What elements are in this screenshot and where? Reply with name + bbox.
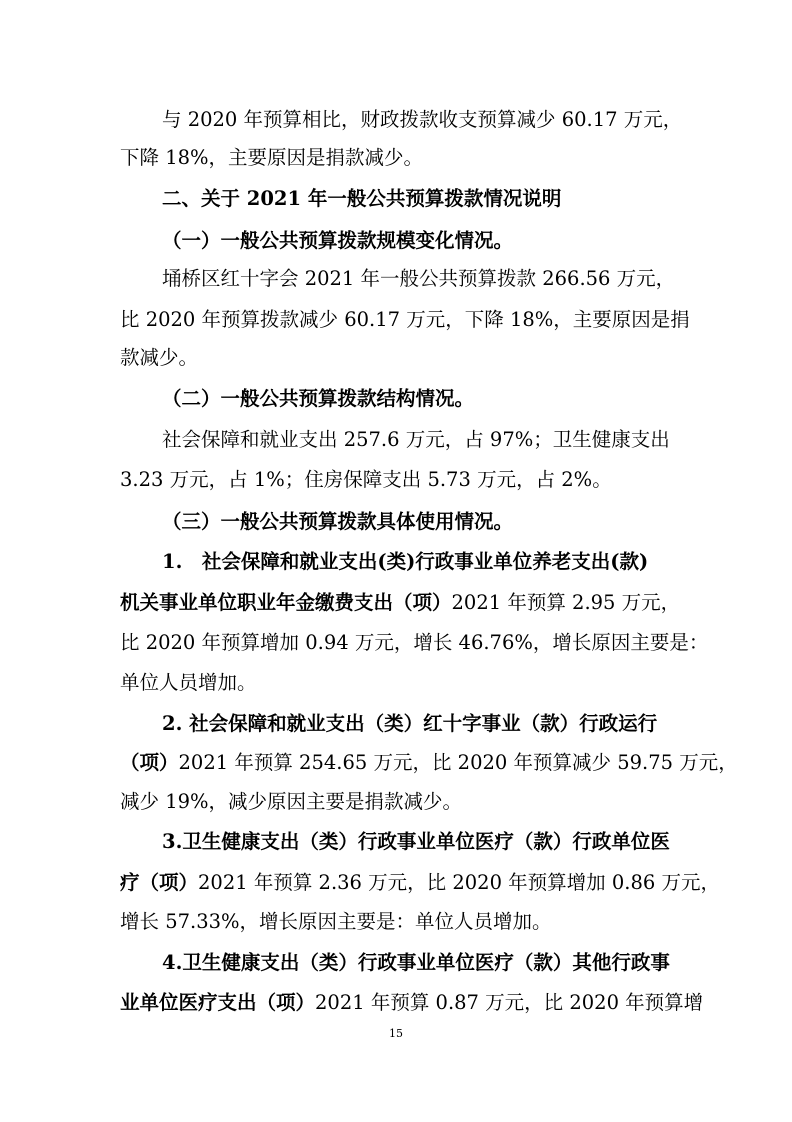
- paragraph-line: 与 2020 年预算相比，财政拨款收支预算减少 60.17 万元，: [162, 108, 683, 131]
- paragraph-line: 比 2020 年预算拨款减少 60.17 万元，下降 18%，主要原因是捐: [120, 308, 690, 331]
- item-category: （项）: [120, 751, 179, 774]
- item-line: 4.卫生健康支出（类）行政事业单位医疗（款）其他行政事: [162, 951, 670, 974]
- item-text: 2021 年预算 2.36 万元，比 2020 年预算增加 0.86 万元，: [198, 871, 720, 894]
- item-line: 减少 19%，减少原因主要是捐款减少。: [120, 790, 463, 813]
- section-heading: 二、关于 2021 年一般公共预算拨款情况说明: [162, 187, 562, 210]
- item-line: [120, 750, 738, 776]
- item-line: [120, 590, 680, 616]
- item-line: 1. 社会保障和就业支出(类)行政事业单位养老支出(款): [162, 550, 649, 573]
- subsection-heading: （二）一般公共预算拨款结构情况。: [162, 387, 475, 410]
- item-text: 2021 年预算 254.65 万元，比 2020 年预算减少 59.75 万元，: [178, 751, 738, 774]
- paragraph-line: 3.23 万元，占 1%；住房保障支出 5.73 万元，占 2%。: [120, 468, 612, 491]
- paragraph-line: 社会保障和就业支出 257.6 万元，占 97%；卫生健康支出: [162, 428, 670, 451]
- item-line: [120, 870, 720, 896]
- paragraph-line: 款减少。: [120, 346, 199, 369]
- item-category: 业单位医疗支出（项）: [120, 991, 316, 1014]
- subsection-heading: （三）一般公共预算拨款具体使用情况。: [162, 510, 514, 533]
- paragraph-line: 下降 18%，主要原因是捐款减少。: [120, 146, 424, 169]
- subsection-heading: （一）一般公共预算拨款规模变化情况。: [162, 229, 514, 252]
- item-line: 单位人员增加。: [120, 671, 257, 694]
- page-number: 15: [389, 1027, 403, 1040]
- item-text: 2021 年预算 0.87 万元，比 2020 年预算增: [315, 991, 704, 1014]
- item-line: [120, 990, 703, 1016]
- item-category: 机关事业单位职业年金缴费支出（项）: [120, 591, 452, 614]
- item-line: 增长 57.33%，增长原因主要是：单位人员增加。: [120, 910, 552, 933]
- item-line: 2. 社会保障和就业支出（类）红十字事业（款）行政运行: [162, 712, 658, 735]
- item-category: 疗（项）: [120, 871, 199, 894]
- item-text: 2021 年预算 2.95 万元，: [451, 591, 681, 614]
- paragraph-line: 埇桥区红十字会 2021 年一般公共预算拨款 266.56 万元，: [162, 267, 676, 290]
- item-line: 比 2020 年预算增加 0.94 万元，增长 46.76%，增长原因主要是：: [120, 631, 709, 654]
- item-line: 3.卫生健康支出（类）行政事业单位医疗（款）行政单位医: [162, 830, 670, 853]
